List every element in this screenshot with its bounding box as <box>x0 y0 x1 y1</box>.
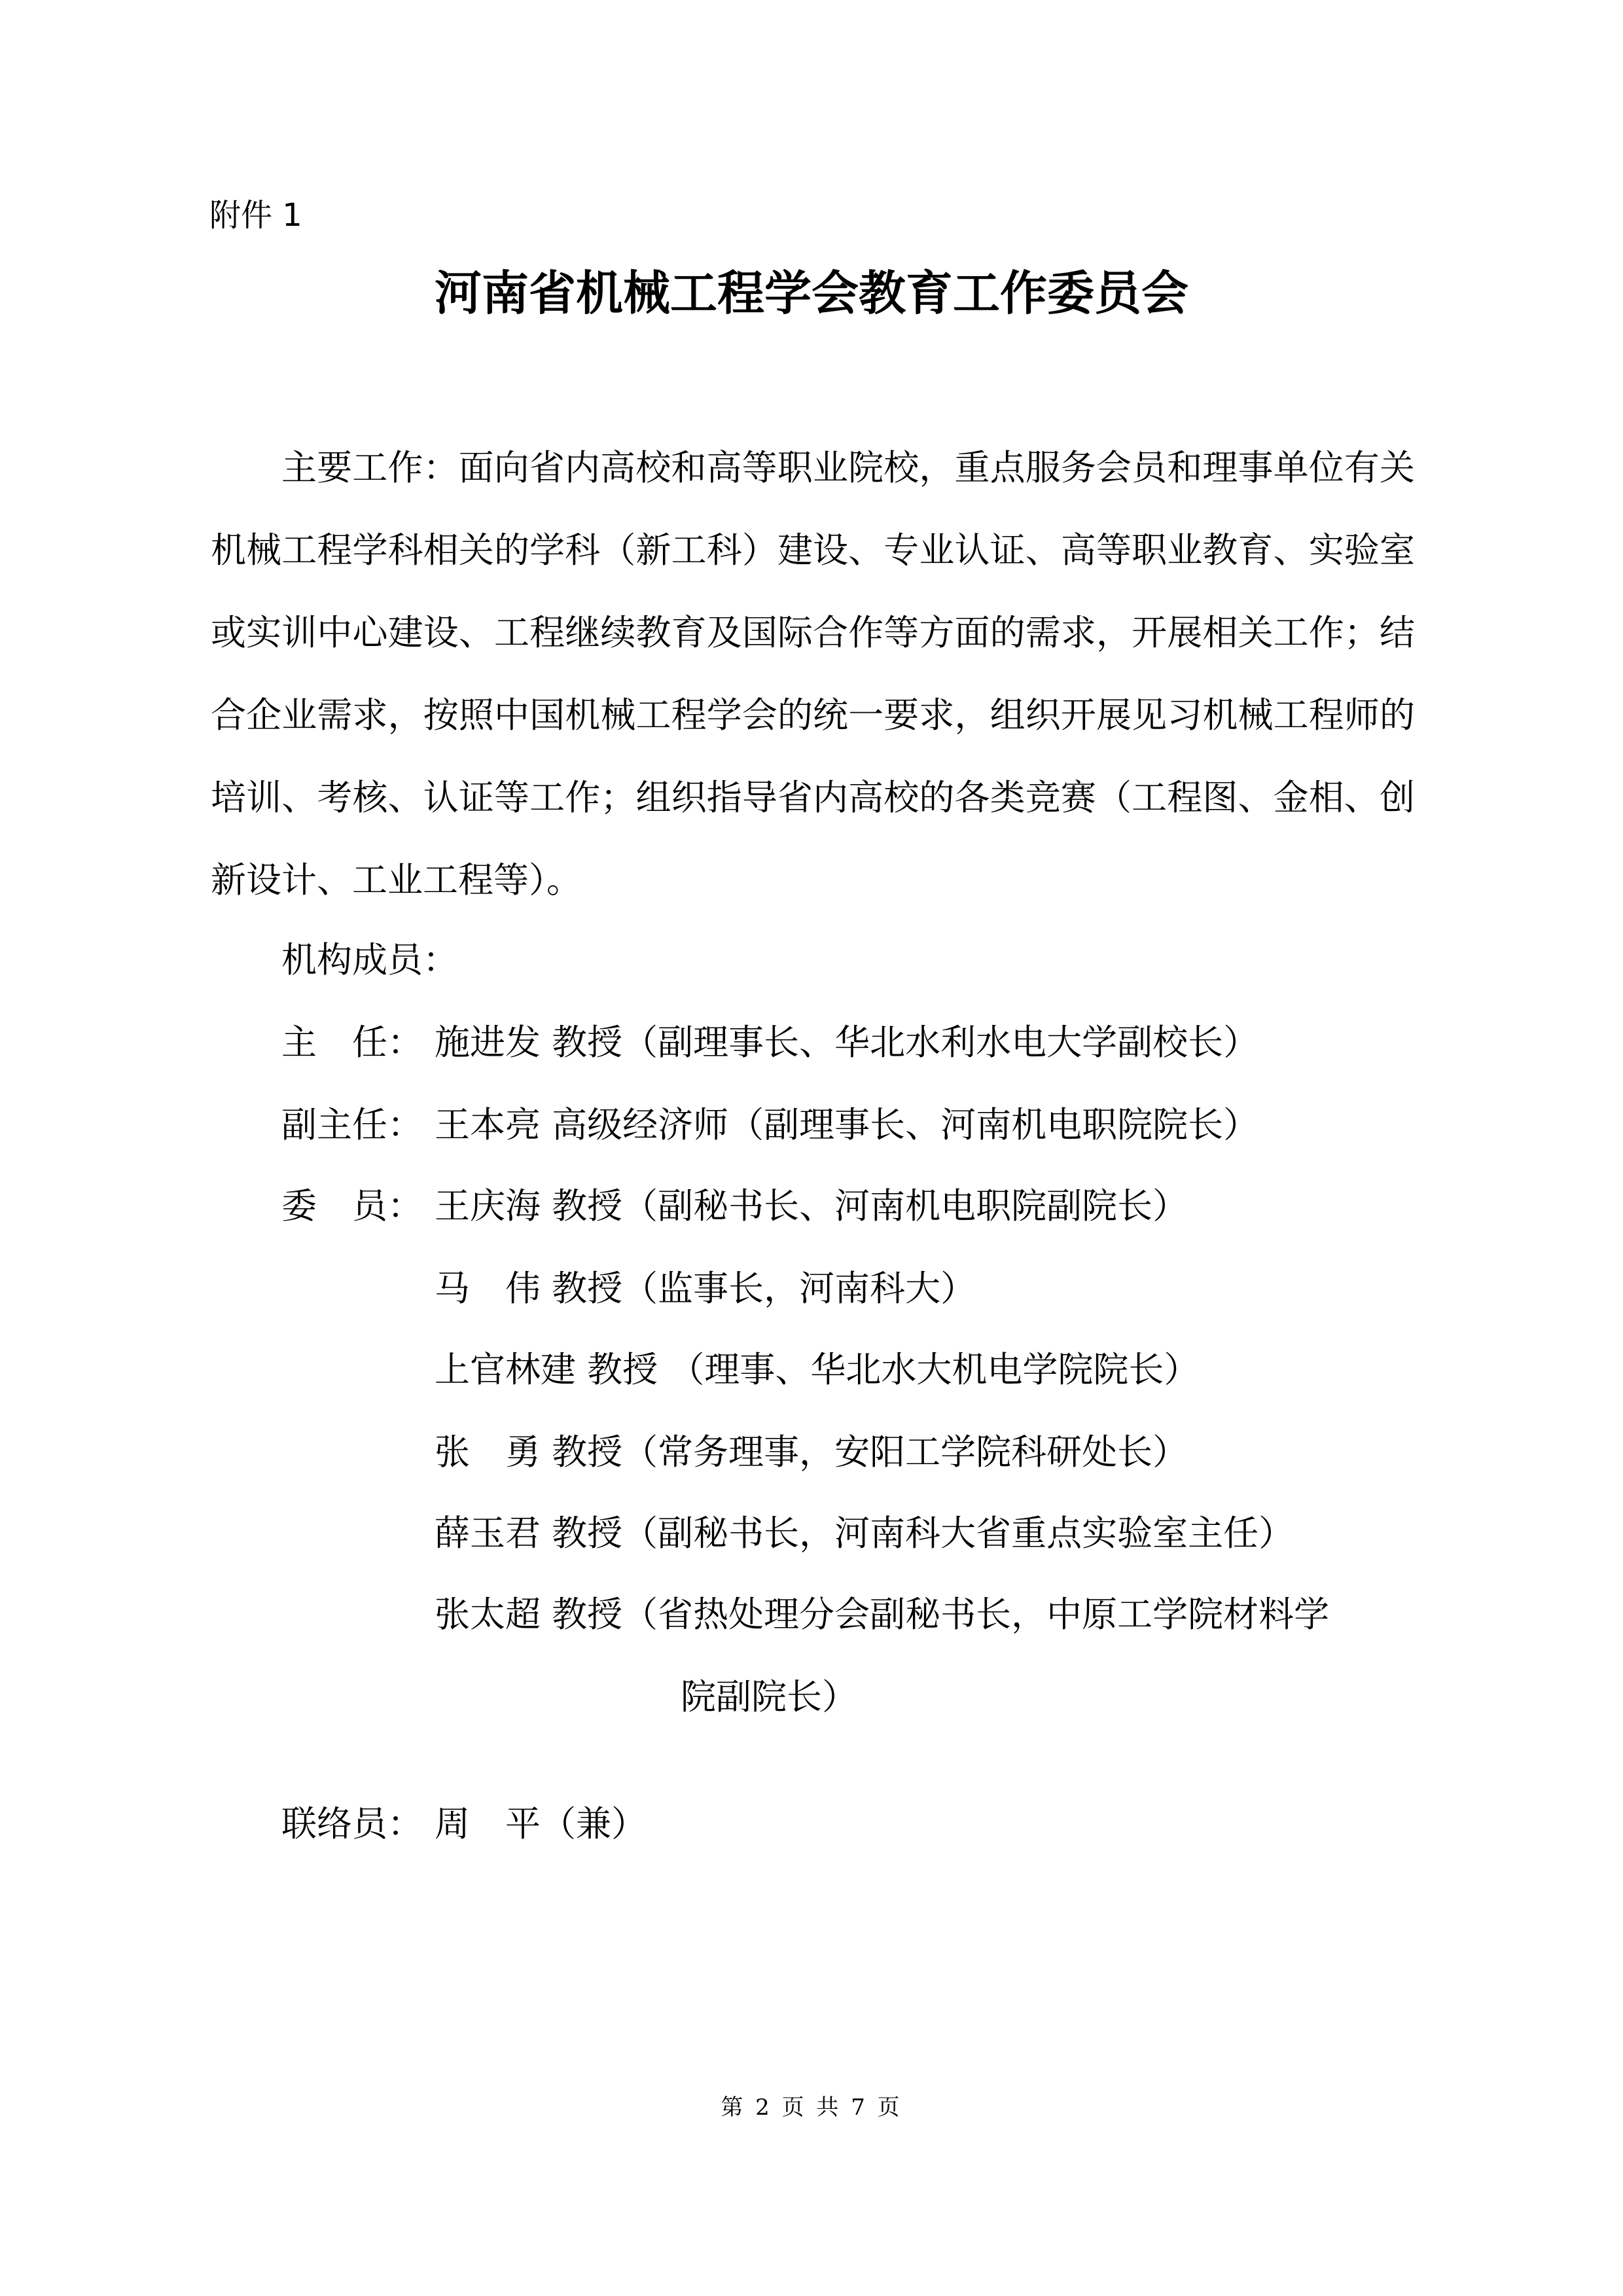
committee-member: 上官林建 教授 （理事、华北水大机电学院院长） <box>435 1349 1200 1390</box>
liaison-entry: 周 平（兼） <box>435 1803 647 1844</box>
attachment-label: 附件 1 <box>209 197 302 234</box>
liaison-role: 联络员： <box>281 1803 423 1844</box>
deputy-director-entry: 王本亮 高级经济师（副理事长、河南机电职院院长） <box>435 1104 1259 1145</box>
main-work-paragraph: 主要工作：面向省内高校和高等职业院校，重点服务会员和理事单位有关机械工程学科相关的学科（新工科）建设、专业认证、高等职业教育、实验室或实训中心建设、工程继续教育及国际合作等方面的需求，开展相关工作；结合企业需求，按照中国机械工程学会的统一要求，组织开展见习机械工程师的培训、考核、认证等工作；组织指导省内高校的各类竞赛（工程图、金相、创新设计、工业工程等）。 <box>211 447 1415 901</box>
director-entry: 施进发 教授（副理事长、华北水利水电大学副校长） <box>435 1022 1259 1063</box>
committee-member: 张 勇 教授（常务理事，安阳工学院科研处长） <box>435 1431 1188 1473</box>
document-title: 河南省机械工程学会教育工作委员会 <box>434 266 1188 321</box>
committee-member: 王庆海 教授（副秘书长、河南机电职院副院长） <box>435 1185 1188 1227</box>
committee-member-continuation: 院副院长） <box>681 1676 857 1717</box>
committee-role: 委 员： <box>281 1185 423 1227</box>
committee-member: 薛玉君 教授（副秘书长，河南科大省重点实验室主任） <box>435 1513 1294 1554</box>
page-footer: 第 2 页 共 7 页 <box>721 2094 902 2121</box>
committee-member: 马 伟 教授（监事长，河南科大） <box>435 1268 976 1309</box>
committee-member: 张太超 教授（省热处理分会副秘书长，中原工学院材料学 <box>435 1594 1330 1635</box>
members-heading: 机构成员： <box>281 939 458 980</box>
deputy-director-role: 副主任： <box>281 1104 423 1145</box>
director-role: 主 任： <box>281 1022 423 1063</box>
